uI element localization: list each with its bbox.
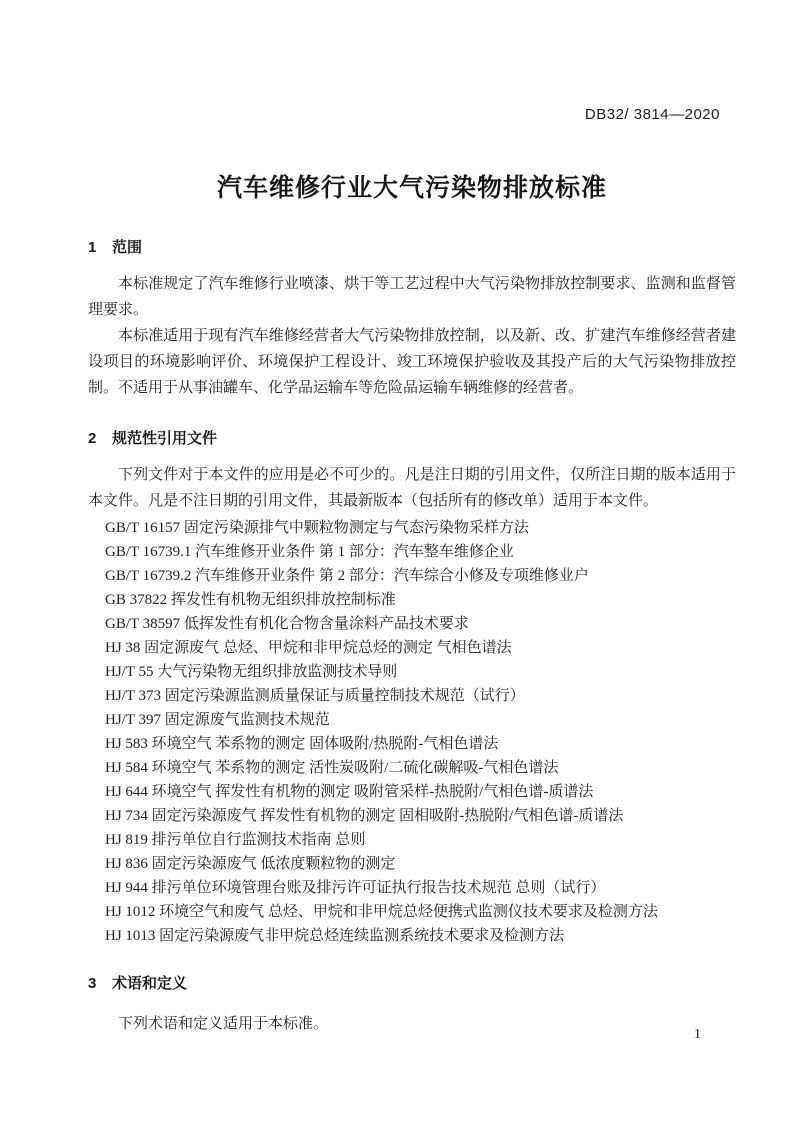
reference-item: GB 37822 挥发性有机物无组织排放控制标准	[105, 592, 396, 608]
reference-item: HJ 1013 固定污染源废气非甲烷总烃连续监测系统技术要求及检测方法	[105, 928, 565, 944]
section-2-number: 2	[88, 430, 97, 447]
standard-code: DB32/ 3814—2020	[584, 106, 720, 123]
reference-list	[88, 516, 736, 948]
page-title: 汽车维修行业大气污染物排放标准	[216, 174, 607, 202]
reference-item: HJ 944 排污单位环境管理台账及排污许可证执行报告技术规范 总则（试行）	[105, 880, 606, 896]
reference-item: HJ 836 固定污染源废气 低浓度颗粒物的测定	[105, 856, 396, 872]
section-3-paragraph: 下列术语和定义适用于本标准。	[118, 1016, 329, 1032]
reference-item: HJ 819 排污单位自行监测技术指南 总则	[105, 832, 366, 848]
section-3-number: 3	[88, 975, 97, 992]
reference-item: HJ/T 373 固定污染源监测质量保证与质量控制技术规范（试行）	[105, 688, 525, 704]
reference-item: HJ 584 环境空气 苯系物的测定 活性炭吸附/二硫化碳解吸-气相色谱法	[105, 760, 559, 776]
section-2-heading	[88, 427, 736, 448]
reference-item: HJ 734 固定污染源废气 挥发性有机物的测定 固相吸附-热脱附/气相色谱-质谱法	[105, 808, 624, 824]
reference-item: HJ 38 固定源废气 总烃、甲烷和非甲烷总烃的测定 气相色谱法	[105, 640, 512, 656]
page-number: 1	[694, 1027, 701, 1042]
reference-item: GB/T 38597 低挥发性有机化合物含量涂料产品技术要求	[105, 616, 469, 632]
section-1-heading	[88, 236, 736, 257]
section-1-paragraph: 本标准规定了汽车维修行业喷漆、烘干等工艺过程中大气污染物排放控制要求、监测和监督管理要求。	[88, 276, 736, 318]
section-3-title: 术语和定义	[112, 975, 188, 992]
reference-item: HJ 644 环境空气 挥发性有机物的测定 吸附管采样-热脱附/气相色谱-质谱法	[105, 784, 594, 800]
section-1-number: 1	[88, 239, 97, 256]
section-1-title: 范围	[112, 239, 143, 256]
reference-item: HJ 1012 环境空气和废气 总烃、甲烷和非甲烷总烃便携式监测仪技术要求及检测方法	[105, 904, 658, 920]
section-1-paragraph: 本标准适用于现有汽车维修经营者大气污染物排放控制，以及新、改、扩建汽车维修经营者建设项目的环境影响评价、环境保护工程设计、竣工环境保护验收及其投产后的大气污染物排放控制。不适用于从事油罐车、化学品运输车等危险品运输车辆维修的经营者。	[88, 328, 736, 396]
section-2-title: 规范性引用文件	[112, 430, 218, 447]
section-2-paragraph: 下列文件对于本文件的应用是必不可少的。凡是注日期的引用文件，仅所注日期的版本适用于本文件。凡是不注日期的引用文件，其最新版本（包括所有的修改单）适用于本文件。	[88, 467, 736, 509]
reference-item: GB/T 16739.2 汽车维修开业条件 第 2 部分：汽车综合小修及专项维修业户	[105, 568, 589, 584]
reference-item: HJ/T 55 大气污染物无组织排放监测技术导则	[105, 664, 398, 680]
document-body	[88, 236, 736, 1037]
reference-item: GB/T 16157 固定污染源排气中颗粒物测定与气态污染物采样方法	[105, 520, 529, 536]
reference-item: GB/T 16739.1 汽车维修开业条件 第 1 部分：汽车整车维修企业	[105, 544, 514, 560]
reference-item: HJ/T 397 固定源废气监测技术规范	[105, 712, 330, 728]
reference-item: HJ 583 环境空气 苯系物的测定 固体吸附/热脱附-气相色谱法	[105, 736, 499, 752]
section-3-heading	[88, 972, 736, 993]
